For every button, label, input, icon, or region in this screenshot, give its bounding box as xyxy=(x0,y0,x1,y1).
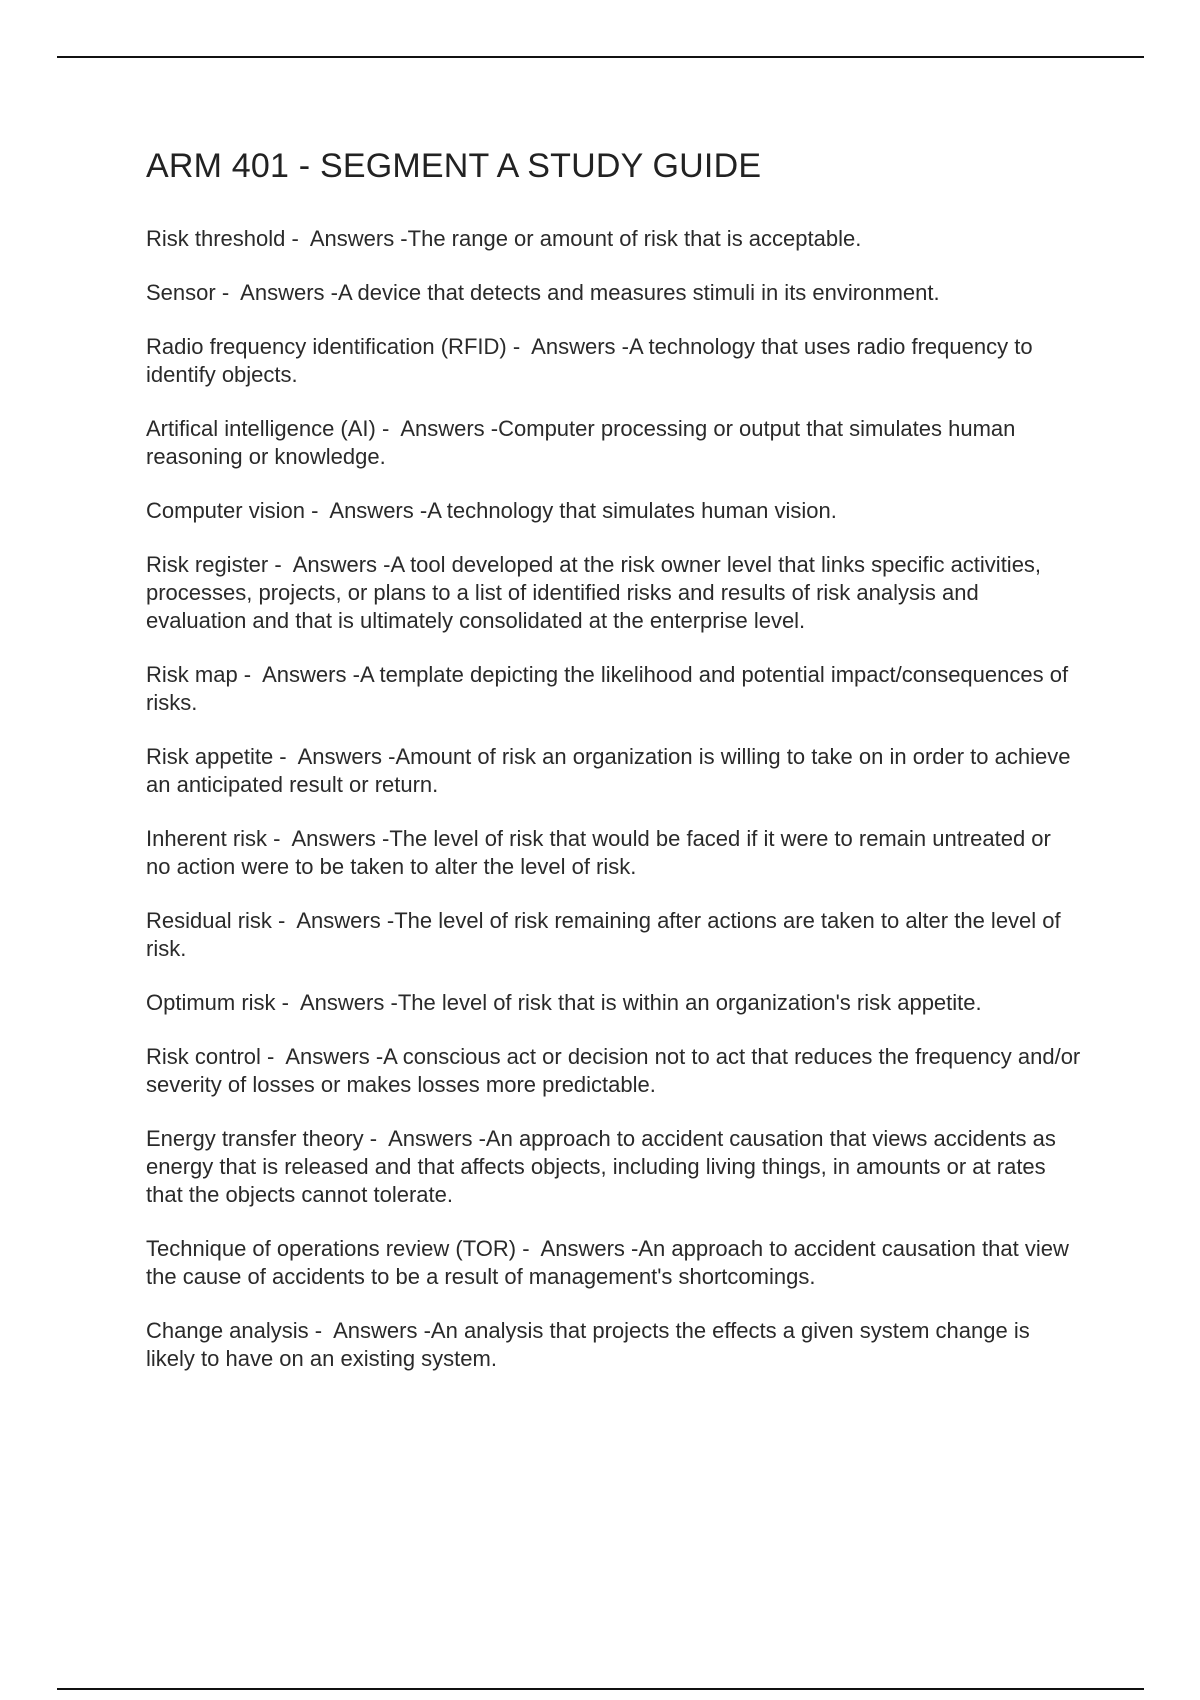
entry-answer: The level of risk that is within an organization's risk appetite. xyxy=(397,990,982,1015)
list-item xyxy=(146,743,1081,799)
entry-term: Risk appetite xyxy=(146,744,274,769)
list-item xyxy=(146,1317,1081,1373)
entry-term: Artifical intelligence (AI) xyxy=(146,416,376,441)
entry-separator: - Answers - xyxy=(363,1126,486,1151)
bottom-rule xyxy=(57,1688,1144,1690)
list-item xyxy=(146,333,1081,389)
entry-answer: The level of risk that would be faced if it were to remain untreated or no action were to be taken to alter the level of risk. xyxy=(146,826,1051,879)
entry-separator: - Answers - xyxy=(271,908,395,933)
entry-term: Inherent risk xyxy=(146,826,268,851)
entry-term: Risk register xyxy=(146,552,269,577)
entry-answer: An analysis that projects the effects a given system change is likely to have on an existing system. xyxy=(146,1318,1030,1371)
entry-separator: - Answers - xyxy=(268,552,391,577)
document-body xyxy=(146,145,1081,1399)
entry-answer: An approach to accident causation that views accidents as energy that is released and that affects objects, including living things, in amounts or at rates that the objects cannot tolerate. xyxy=(146,1126,1056,1207)
entry-answer: The level of risk remaining after actions are taken to alter the level of risk. xyxy=(146,908,1061,961)
entry-term: Computer vision xyxy=(146,498,305,523)
entry-answer: Amount of risk an organization is willing to take on in order to achieve an anticipated result or return. xyxy=(146,744,1071,797)
list-item xyxy=(146,907,1081,963)
list-item xyxy=(146,551,1081,635)
list-item xyxy=(146,415,1081,471)
entry-term: Risk map xyxy=(146,662,238,687)
list-item xyxy=(146,661,1081,717)
entry-separator: - Answers - xyxy=(516,1236,639,1261)
list-item xyxy=(146,1125,1081,1209)
list-item xyxy=(146,1043,1081,1099)
entry-answer: A technology that simulates human vision. xyxy=(427,498,837,523)
entry-term: Optimum risk xyxy=(146,990,276,1015)
list-item xyxy=(146,225,1081,253)
list-item xyxy=(146,989,1081,1017)
entry-answer: The range or amount of risk that is acceptable. xyxy=(407,226,862,251)
entry-separator: - Answers - xyxy=(275,990,398,1015)
entry-separator: - Answers - xyxy=(285,226,408,251)
entry-answer: A device that detects and measures stimuli in its environment. xyxy=(337,280,940,305)
entry-term: Radio frequency identification (RFID) xyxy=(146,334,507,359)
entry-term: Residual risk xyxy=(146,908,272,933)
entry-separator: - Answers - xyxy=(267,826,390,851)
document-title: ARM 401 - SEGMENT A STUDY GUIDE xyxy=(146,147,762,185)
entry-answer: A technology that uses radio frequency to identify objects. xyxy=(146,334,1033,387)
entry-separator: - Answers - xyxy=(506,334,629,359)
list-item xyxy=(146,1235,1081,1291)
entry-answer: An approach to accident causation that view the cause of accidents to be a result of management's shortcomings. xyxy=(146,1236,1069,1289)
entry-term: Sensor xyxy=(146,280,216,305)
entry-term: Change analysis xyxy=(146,1318,309,1343)
entry-separator: - Answers - xyxy=(260,1044,384,1069)
entry-separator: - Answers - xyxy=(237,662,360,687)
entry-answer: A conscious act or decision not to act that reduces the frequency and/or severity of losses or makes losses more predictable. xyxy=(146,1044,1081,1097)
top-rule xyxy=(57,56,1144,58)
entry-term: Risk control xyxy=(146,1044,261,1069)
entry-separator: - Answers - xyxy=(375,416,499,441)
list-item xyxy=(146,825,1081,881)
entry-answer: A template depicting the likelihood and potential impact/consequences of risks. xyxy=(146,662,1069,715)
entry-separator: - Answers - xyxy=(304,498,428,523)
list-item xyxy=(146,279,1081,307)
entry-list xyxy=(146,225,1081,1373)
entry-term: Technique of operations review (TOR) xyxy=(146,1236,517,1261)
entry-separator: - Answers - xyxy=(215,280,338,305)
entry-answer: Computer processing or output that simulates human reasoning or knowledge. xyxy=(146,416,1016,469)
entry-term: Risk threshold xyxy=(146,226,286,251)
list-item xyxy=(146,497,1081,525)
entry-term: Energy transfer theory xyxy=(146,1126,364,1151)
entry-separator: - Answers - xyxy=(308,1318,431,1343)
entry-separator: - Answers - xyxy=(273,744,396,769)
entry-answer: A tool developed at the risk owner level that links specific activities, processes, projects, or plans to a list of identified risks and results of risk analysis and evaluation and that is ultimately consolidated at the enterprise level. xyxy=(146,552,1042,633)
